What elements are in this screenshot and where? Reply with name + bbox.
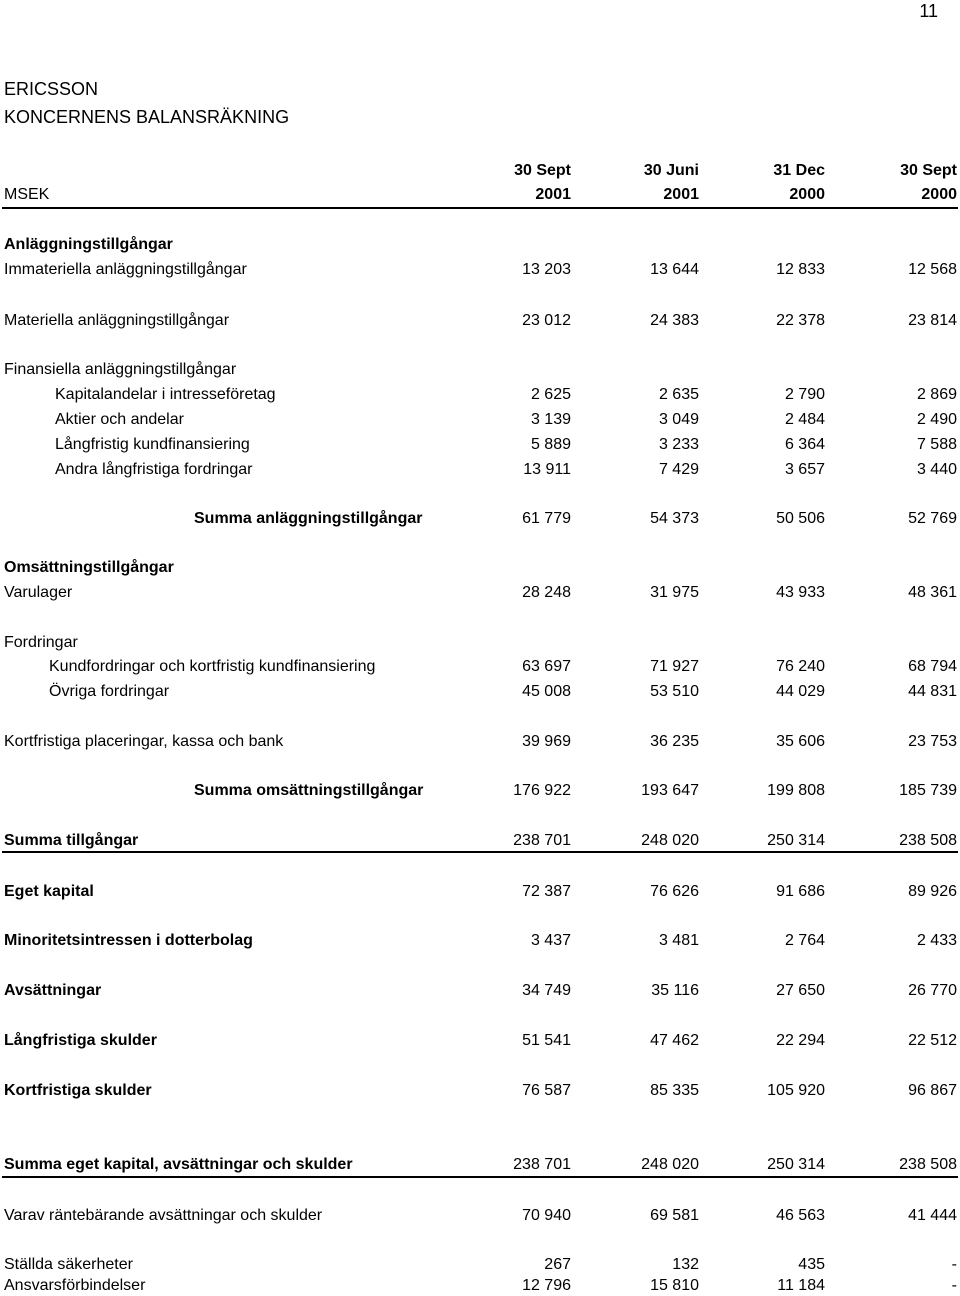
row-value: 11 184 — [777, 1277, 825, 1294]
row-value: 267 — [544, 1256, 571, 1273]
header-divider — [2, 207, 958, 209]
column-header-2-line2: 2001 — [663, 186, 699, 203]
row-value: 76 587 — [522, 1082, 571, 1099]
row-value: 7 429 — [658, 461, 699, 478]
report-title: KONCERNENS BALANSRÄKNING — [4, 107, 290, 127]
subtotal-value: 50 506 — [776, 510, 825, 527]
row-value: 22 378 — [776, 312, 825, 329]
section-label: Anläggningstillgångar — [4, 236, 173, 253]
subtotal-value: 193 647 — [641, 782, 699, 799]
row-value: 28 248 — [522, 584, 571, 601]
row-label: Avsättningar — [4, 982, 102, 999]
row-value: 7 588 — [916, 436, 957, 453]
column-header-1-line2: 2001 — [535, 186, 571, 203]
column-header-4-line1: 30 Sept — [900, 162, 957, 179]
row-value: 3 139 — [530, 411, 571, 428]
row-value: 51 541 — [522, 1032, 571, 1049]
total-value: 238 701 — [513, 1156, 571, 1173]
total-value: 238 508 — [899, 832, 957, 849]
total-value: 248 020 — [641, 832, 699, 849]
row-value: 27 650 — [776, 982, 825, 999]
row-value: 2 635 — [658, 386, 699, 403]
column-header-3-line1: 31 Dec — [773, 162, 825, 179]
row-value: 5 889 — [530, 436, 571, 453]
subtotal-label: Summa anläggningstillgångar — [194, 510, 423, 527]
subtotal-value: 185 739 — [899, 782, 957, 799]
row-value: 12 568 — [908, 261, 957, 278]
row-value: 3 437 — [530, 932, 571, 949]
row-value: 23 753 — [908, 733, 957, 750]
subsection-label: Fordringar — [4, 634, 78, 651]
row-value: - — [951, 1277, 957, 1294]
row-value: 48 361 — [908, 584, 957, 601]
total-assets-divider — [2, 851, 958, 853]
row-label: Ansvarsförbindelser — [4, 1277, 146, 1294]
subtotal-label: Summa omsättningstillgångar — [194, 782, 424, 799]
row-value: 2 790 — [784, 386, 825, 403]
subtotal-value: 52 769 — [908, 510, 957, 527]
total-value: 250 314 — [767, 832, 825, 849]
row-value: 15 810 — [650, 1277, 699, 1294]
row-value: 22 294 — [776, 1032, 825, 1049]
total-value: 238 508 — [899, 1156, 957, 1173]
row-label: Kortfristiga skulder — [4, 1082, 152, 1099]
column-header-4-line2: 2000 — [921, 186, 957, 203]
total-value: 248 020 — [641, 1156, 699, 1173]
row-value: 71 927 — [650, 658, 699, 675]
row-value: 31 975 — [650, 584, 699, 601]
row-value: 36 235 — [650, 733, 699, 750]
subtotal-value: 199 808 — [767, 782, 825, 799]
row-value: 23 814 — [908, 312, 957, 329]
row-value: 2 433 — [916, 932, 957, 949]
row-value: 22 512 — [908, 1032, 957, 1049]
row-value: 89 926 — [908, 883, 957, 900]
row-value: 435 — [798, 1256, 825, 1273]
row-value: 35 606 — [776, 733, 825, 750]
subsection-label: Finansiella anläggningstillgångar — [4, 361, 237, 378]
row-value: 76 626 — [650, 883, 699, 900]
row-value: 2 484 — [784, 411, 825, 428]
row-value: 44 831 — [908, 683, 957, 700]
row-value: 6 364 — [784, 436, 825, 453]
row-label: Eget kapital — [4, 883, 94, 900]
row-value: 34 749 — [522, 982, 571, 999]
row-value: 69 581 — [650, 1207, 699, 1224]
row-value: 76 240 — [776, 658, 825, 675]
row-label: Kapitalandelar i intresseföretag — [55, 386, 276, 403]
row-value: 41 444 — [908, 1207, 957, 1224]
subtotal-value: 61 779 — [522, 510, 571, 527]
row-value: 96 867 — [908, 1082, 957, 1099]
row-value: 35 116 — [651, 982, 699, 999]
row-label: Immateriella anläggningstillgångar — [4, 261, 247, 278]
row-label: Kortfristiga placeringar, kassa och bank — [4, 733, 284, 750]
row-value: 23 012 — [522, 312, 571, 329]
row-value: 68 794 — [908, 658, 957, 675]
row-value: 44 029 — [776, 683, 825, 700]
row-value: 2 490 — [916, 411, 957, 428]
company-name: ERICSSON — [4, 79, 99, 99]
row-value: 3 049 — [658, 411, 699, 428]
row-label: Varav räntebärande avsättningar och skulder — [4, 1207, 323, 1224]
row-value: 2 869 — [916, 386, 957, 403]
row-value: 105 920 — [767, 1082, 825, 1099]
column-header-3-line2: 2000 — [789, 186, 825, 203]
row-value: 43 933 — [776, 584, 825, 601]
total-label: Summa eget kapital, avsättningar och skulder — [4, 1156, 353, 1173]
row-value: 132 — [672, 1256, 699, 1273]
total-value: 238 701 — [513, 832, 571, 849]
row-value: 39 969 — [522, 733, 571, 750]
page-number: 11 — [919, 1, 938, 21]
row-value: 3 657 — [784, 461, 825, 478]
section-label: Omsättningstillgångar — [4, 559, 174, 576]
column-header-1-line1: 30 Sept — [514, 162, 571, 179]
row-value: 3 440 — [916, 461, 957, 478]
row-label: Varulager — [4, 584, 73, 601]
row-value: 91 686 — [776, 883, 825, 900]
row-label: Långfristig kundfinansiering — [55, 436, 250, 453]
row-value: 63 697 — [522, 658, 571, 675]
row-value: 13 911 — [523, 461, 571, 478]
row-value: 12 833 — [776, 261, 825, 278]
row-label: Materiella anläggningstillgångar — [4, 312, 230, 329]
unit-label: MSEK — [4, 186, 50, 203]
row-label: Aktier och andelar — [55, 411, 184, 428]
total-label: Summa tillgångar — [4, 832, 139, 849]
row-value: 45 008 — [522, 683, 571, 700]
row-value: 47 462 — [650, 1032, 699, 1049]
row-label: Andra långfristiga fordringar — [55, 461, 253, 478]
row-value: 26 770 — [908, 982, 957, 999]
row-value: 46 563 — [776, 1207, 825, 1224]
subtotal-value: 54 373 — [650, 510, 699, 527]
row-value: 70 940 — [522, 1207, 571, 1224]
column-header-2-line1: 30 Juni — [643, 162, 699, 179]
row-value: 2 625 — [530, 386, 571, 403]
row-value: 3 481 — [658, 932, 699, 949]
row-value: 72 387 — [522, 883, 571, 900]
row-label: Långfristiga skulder — [4, 1032, 157, 1049]
row-value: 2 764 — [784, 932, 825, 949]
subtotal-value: 176 922 — [513, 782, 571, 799]
row-label: Ställda säkerheter — [4, 1256, 133, 1273]
row-label: Kundfordringar och kortfristig kundfinansiering — [49, 658, 376, 675]
row-value: 85 335 — [650, 1082, 699, 1099]
row-label: Övriga fordringar — [49, 683, 170, 700]
row-label: Minoritetsintressen i dotterbolag — [4, 932, 253, 949]
row-value: 53 510 — [650, 683, 699, 700]
total-liabilities-divider — [2, 1176, 958, 1178]
row-value: 3 233 — [658, 436, 699, 453]
total-value: 250 314 — [767, 1156, 825, 1173]
row-value: 12 796 — [522, 1277, 571, 1294]
row-value: 13 644 — [650, 261, 699, 278]
row-value: 24 383 — [650, 312, 699, 329]
row-value: 13 203 — [522, 261, 571, 278]
row-value: - — [951, 1256, 957, 1273]
